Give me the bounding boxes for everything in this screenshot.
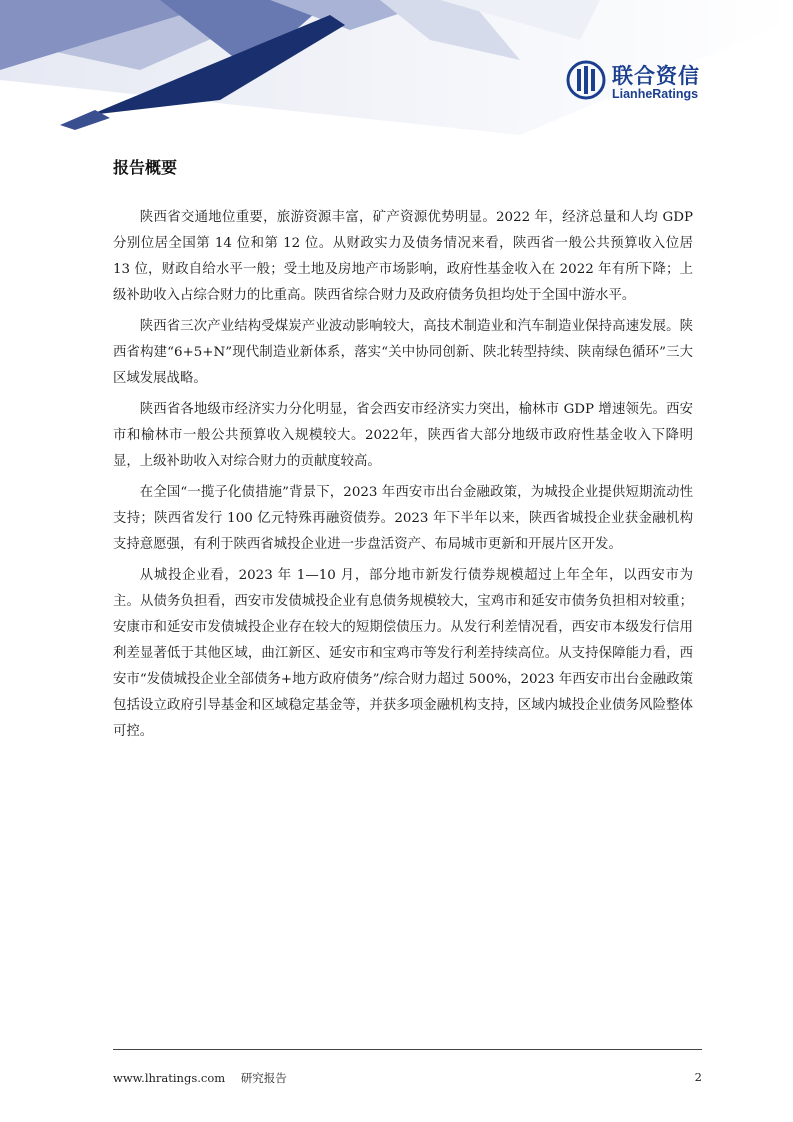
brand-name-cn: 联合资信 [612,64,700,88]
brand-logo [566,60,706,104]
footer-divider [113,1049,702,1050]
summary-paragraph-2: 陕西省三次产业结构受煤炭产业波动影响较大，高技术制造业和汽车制造业保持高速发展。陕西省构建“6+5+N”现代制造业新体系，落实“关中协同创新、陕北转型持续、陕南绿色循环”三大区域发展战略。 [113,319,693,386]
report-summary-body [113,205,693,750]
summary-paragraph-3: 陕西省各地级市经济实力分化明显，省会西安市经济实力突出，榆林市 GDP 增速领先。西安市和榆林市一般公共预算收入规模较大。2022年，陕西省大部分地级市政府性基金收入下降明显，上级补助收入对综合财力的贡献度较高。 [113,402,693,469]
page-number: 2 [694,1070,702,1084]
footer-info [113,1070,287,1086]
brand-name-en: LianheRatings [612,87,699,101]
footer-label: 研究报告 [240,1071,287,1085]
summary-paragraph-4: 在全国“一揽子化债措施”背景下，2023 年西安市出台金融政策，为城投企业提供短期流动性支持；陕西省发行 100 亿元特殊再融资债券。2023 年下半年以来，陕西省城投企业获金融机构支持意愿强，有利于陕西省城投企业进一步盘活资产、布局城市更新和开展片区开发。 [113,485,693,552]
footer-website-link[interactable]: www.lhratings.com [113,1071,226,1085]
lianhe-logo-icon [566,60,606,100]
summary-paragraph-5: 从城投企业看，2023 年 1—10 月，部分地市新发行债券规模超过上年全年，以西安市为主。从债务负担看，西安市发债城投企业有息债务规模较大，宝鸡市和延安市债务负担相对较重；安康市和延安市发债城投企业存在较大的短期偿债压力。从发行利差情况看，西安市本级发行信用利差显著低于其他区域，曲江新区、延安市和宝鸡市等发行利差持续高位。从支持保障能力看，西安市“发债城投企业全部债务+地方政府债务”/综合财力超过 500%，2023 年西安市出台金融政策包括设立政府引导基金和区域稳定基金等，并获多项金融机构支持，区域内城投企业债务风险整体可控。 [113,568,693,739]
summary-paragraph-1: 陕西省交通地位重要，旅游资源丰富，矿产资源优势明显。2022 年，经济总量和人均 GDP 分别位居全国第 14 位和第 12 位。从财政实力及债务情况来看，陕西省一般公共预算收入位居 13 位，财政自给水平一般；受土地及房地产市场影响，政府性基金收入在 2022 年有所下降；上级补助收入占综合财力的比重高。陕西省综合财力及政府债务负担均处于全国中游水平。 [113,210,693,303]
section-title: 报告概要 [113,158,178,177]
